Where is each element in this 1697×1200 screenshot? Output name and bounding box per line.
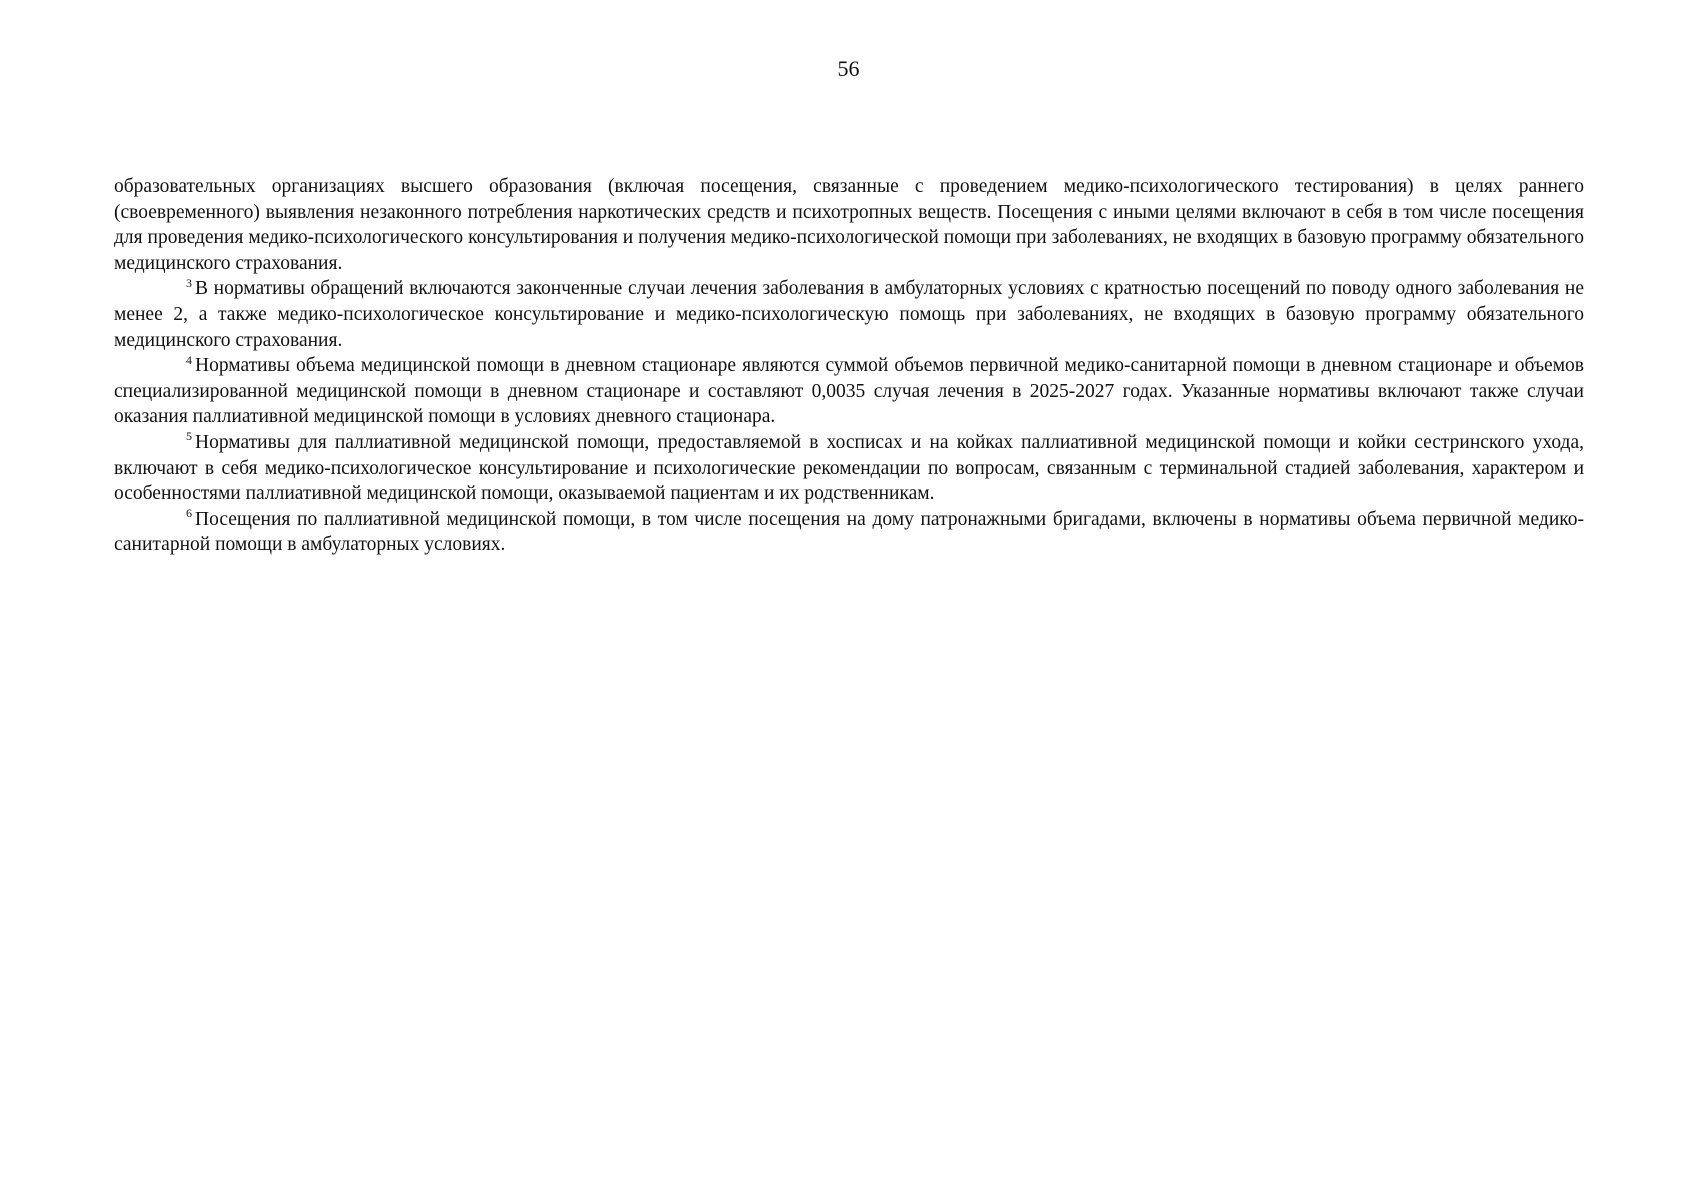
footnote-mark: 3 [186,275,192,290]
footnote-4 [114,353,1584,430]
footnote-3 [114,276,1584,353]
footnote-5 [114,430,1584,507]
continuation-paragraph: образовательных организациях высшего образования (включая посещения, связанные с проведением медико-психологического тестирования) в целях раннего (своевременного) выявления незаконного потребления наркотических средств и психотропных веществ. Посещения с иными целями включают в себя в том числе посещения для проведения медико-психологического консультирования и получения медико-психологической помощи при заболеваниях, не входящих в базовую программу обязательного медицинского страхования. [114,176,1584,274]
footnote-text: В нормативы обращений включаются законченные случаи лечения заболевания в амбулаторных условиях с кратностью посещений по поводу одного заболевания не менее 2, а также медико-психологическое консультирование и медико-психологическую помощь при заболеваниях, не входящих в базовую программу обязательного медицинского страхования. [114,278,1584,351]
footnote-mark: 6 [186,506,192,521]
footnote-mark: 4 [186,352,192,367]
page-number: 56 [837,56,860,81]
footnote-text: Посещения по паллиативной медицинской помощи, в том числе посещения на дому патронажными бригадами, включены в нормативы объема первичной медико-санитарной помощи в амбулаторных условиях. [114,508,1584,556]
document-body [114,174,1584,558]
footnote-text: Нормативы объема медицинской помощи в дневном стационаре являются суммой объемов первичной медико-санитарной помощи в дневном стационаре и объемов специализированной медицинской помощи в дневном стационаре и составляют 0,0035 случая лечения в 2025-2027 годах. Указанные нормативы включают также случаи оказания паллиативной медицинской помощи в условиях дневного стационара. [114,355,1584,428]
footnote-text: Нормативы для паллиативной медицинской помощи, предоставляемой в хосписах и на койках паллиативной медицинской помощи и койки сестринского ухода, включают в себя медико-психологическое консультирование и психологические рекомендации по вопросам, связанным с терминальной стадией заболевания, характером и особенностями паллиативной медицинской помощи, оказываемой пациентам и их родственникам. [114,431,1584,505]
footnote-mark: 5 [186,429,192,444]
footnote-6 [114,507,1584,558]
